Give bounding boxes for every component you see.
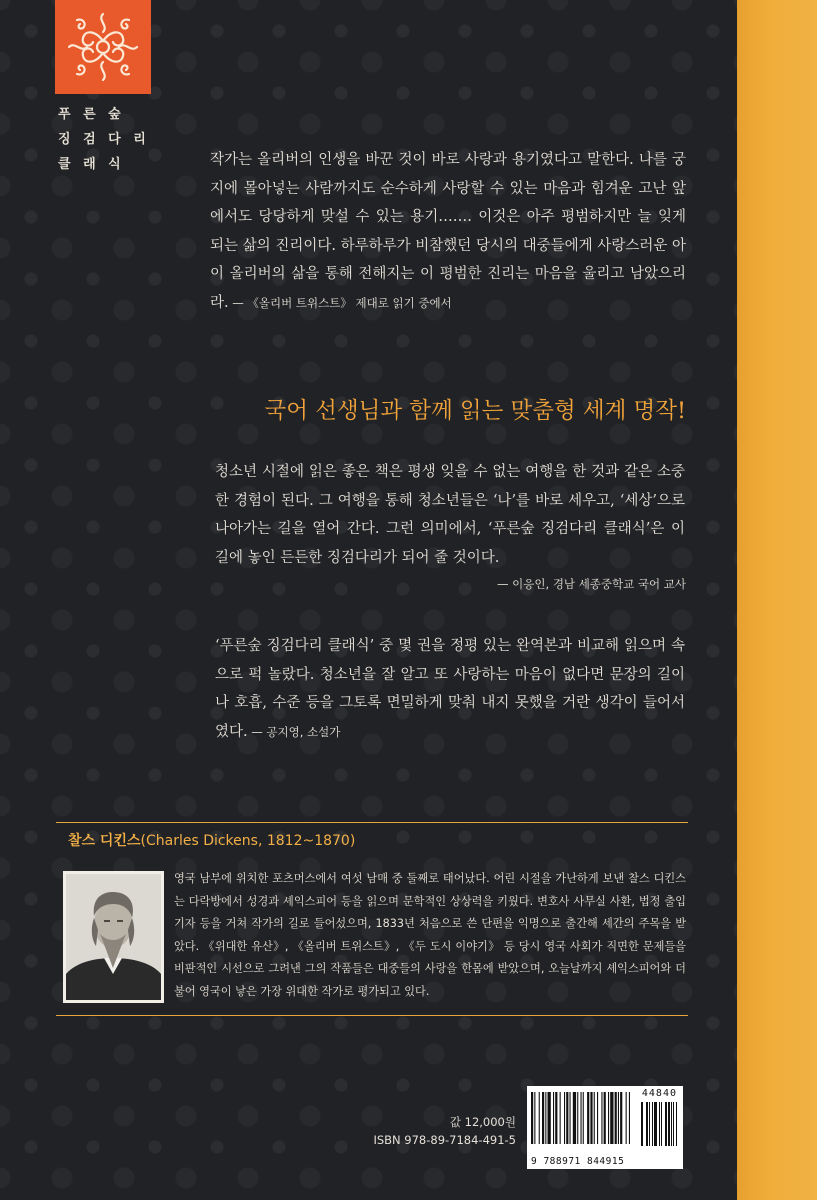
barcode-bar (531, 1092, 533, 1144)
barcode-addon-bar (668, 1102, 670, 1146)
barcode-bar (548, 1092, 551, 1144)
barcode-bar (560, 1092, 561, 1144)
barcode-addon-bar (641, 1102, 643, 1146)
barcode-bar (570, 1092, 571, 1144)
portrait-illustration (66, 874, 161, 1000)
barcode-addon-bar (661, 1102, 662, 1146)
barcode-bar (604, 1092, 606, 1144)
series-title-line: 푸 른 숲 (58, 107, 125, 122)
barcode-bar (620, 1092, 622, 1144)
author-bio: 영국 남부에 위치한 포츠머스에서 여섯 남매 중 둘째로 태어났다. 어린 시절을 가난하게 보낸 찰스 디킨스는 다락방에서 성경과 셰익스피어 등을 읽으며 문학적인 상상력을 키웠다. 변호사 사무실 사환, 법정 출입 기자 등을 거쳐 작가의 길로 들어섰으며, 1833년 처음으로 쓴 단편을 익명으로 출간해 세간의 주목을 받았다. 《위대한 유산》, 《올리버 트위스트》, 《두 도시 이야기》 등 당시 영국 사회가 직면한 문제들을 비판적인 시선으로 그려낸 그의 작품들은 대중들의 사랑을 한몸에 받았으며, 오늘날까지 셰익스피어와 더불어 영국이 낳은 가장 위대한 작가로 평가되고 있다. (174, 872, 686, 998)
barcode-bar (587, 1092, 589, 1144)
barcode-bar (534, 1092, 535, 1144)
review-quote-1-source: — 《올리버 트위스트》 제대로 읽기 중에서 (228, 295, 452, 310)
barcode-bar (555, 1092, 557, 1144)
barcode-bar (573, 1092, 576, 1144)
barcode-bar (610, 1092, 613, 1144)
isbn-barcode (527, 1086, 683, 1169)
author-details: (Charles Dickens, 1812~1870) (140, 833, 356, 849)
barcode-main-digits: 9 788971 844915 (531, 1156, 625, 1167)
barcode-bar (553, 1092, 554, 1144)
review-quote-2: 청소년 시절에 읽은 좋은 책은 평생 잊을 수 없는 여행을 한 것과 같은 소중한 경험이 된다. 그 여행을 통해 청소년들은 ‘나’를 바로 세우고, ‘세상’으로 나아가는 길을 열어 간다. 그런 의미에서, ‘푸른숲 징검다리 클래식’은 이 길에 놓인 든든한 징검다리가 되어 줄 것이다. (215, 464, 685, 566)
review-quote-3 (215, 632, 685, 746)
barcode-bars (531, 1092, 679, 1156)
author-portrait (63, 871, 164, 1003)
barcode-addon-bar (652, 1102, 653, 1146)
headline: 국어 선생님과 함께 읽는 맞춤형 세계 명작! (264, 398, 686, 424)
barcode-addon-bar (673, 1102, 674, 1146)
barcode-bar (581, 1092, 582, 1144)
price: 값 12,000원 (449, 1115, 516, 1129)
barcode-bar (539, 1092, 540, 1144)
barcode-addon-bar (649, 1102, 650, 1146)
series-title-line: 클 래 식 (58, 157, 125, 172)
series-title-line: 징 검 다 리 (58, 132, 150, 147)
barcode-addon-digits: 44840 (641, 1088, 677, 1099)
review-quote-1 (210, 146, 686, 317)
barcode-bar (594, 1092, 595, 1144)
barcode-addon-bar (654, 1102, 657, 1146)
ornament-logo-icon (63, 8, 143, 86)
barcode-addon-bar (665, 1102, 667, 1146)
barcode-bar (566, 1092, 568, 1144)
review-quote-1-text: 작가는 올리버의 인생을 바꾼 것이 바로 사랑과 용기였다고 말한다. 나를 궁지에 몰아넣는 사람까지도 순수하게 사랑할 수 있는 마음과 힘겨운 고난 앞에서도 당당하게 맞설 수 있는 용기……. 이것은 아주 평범하지만 늘 잊게 되는 삶의 진리이다. 하루하루가 비참했던 당시의 대중들에게 사랑스러운 아이 올리버의 삶을 통해 전해지는 이 평범한 진리는 마음을 울리고 남았으리라. (210, 152, 686, 311)
barcode-addon-bar (676, 1102, 677, 1146)
review-quote-2-attribution: — 이응인, 경남 세종중학교 국어 교사 (497, 577, 686, 591)
barcode-bar (583, 1092, 584, 1144)
barcode-bar (601, 1092, 602, 1144)
author-heading (68, 830, 355, 850)
barcode-addon-bar (659, 1102, 660, 1146)
review-quote-3-attribution: — 공지영, 소설가 (247, 724, 341, 739)
author-section-bottom-rule (56, 1015, 688, 1016)
review-quote-3-text: ‘푸른숲 징검다리 클래식’ 중 몇 권을 정평 있는 완역본과 비교해 읽으며 속으로 퍽 놀랐다. 청소년을 잘 알고 또 사랑하는 마음이 없다면 문장의 길이나 호흡, 수준 등을 그토록 면밀하게 맞춰 내지 못했을 거란 생각이 들어서였다. (215, 638, 685, 740)
barcode-bar (597, 1092, 598, 1144)
barcode-bar (615, 1092, 617, 1144)
barcode-bar (542, 1092, 544, 1144)
isbn: ISBN 978-89-7184-491-5 (373, 1133, 516, 1147)
book-spine (737, 0, 817, 1200)
price-info (0, 1113, 516, 1149)
barcode-bar (545, 1092, 546, 1144)
barcode-bar (618, 1092, 619, 1144)
publisher-logo (55, 0, 151, 94)
barcode-addon-bar (646, 1102, 648, 1146)
barcode-bar (564, 1092, 565, 1144)
author-name: 찰스 디킨스 (68, 833, 141, 849)
barcode-bar (626, 1092, 627, 1144)
series-title (58, 102, 150, 177)
barcode-bar (629, 1092, 630, 1144)
barcode-bar (590, 1092, 592, 1144)
barcode-bar (577, 1092, 578, 1144)
author-section-top-rule (56, 822, 688, 823)
barcode-addon-bar (671, 1102, 672, 1146)
barcode-bar (608, 1092, 609, 1144)
